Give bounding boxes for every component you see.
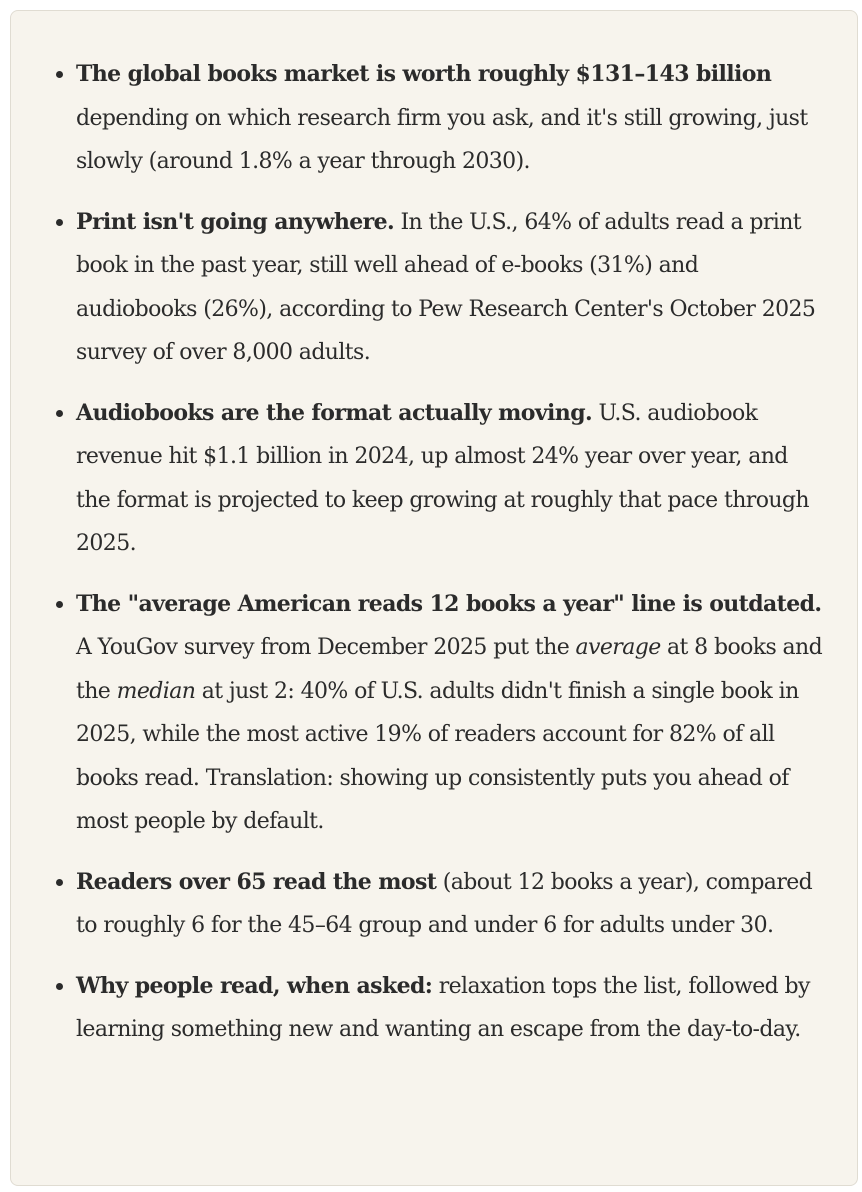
list-item (76, 965, 823, 1052)
item-text: at just 2: 40% of U.S. adults didn't finish a single book in 2025, while the most active 19% of readers account for 82% of all books read. Translation: showing up consistently puts you ahead of most people by default. (76, 678, 799, 834)
item-lead: Readers over 65 read the most (76, 868, 437, 895)
bullet-dot-icon (56, 983, 63, 990)
bullet-dot-icon (56, 879, 63, 886)
item-lead: Why people read, when asked: (76, 972, 433, 999)
list-item (76, 861, 823, 948)
bullet-dot-icon (56, 71, 63, 78)
content-card (10, 10, 858, 1186)
item-text: In the U.S., 64% of adults read a print book in the past year, still well ahead of e-books (31%) and audiobooks (26%), according to Pew Research Center's October 2025 survey of over 8,000 adults. (76, 209, 816, 365)
item-lead: The global books market is worth roughly $131–143 billion (76, 61, 772, 87)
item-text: (about 12 books a year), compared to roughly 6 for the 45–64 group and under 6 for adults under 30. (76, 869, 813, 938)
bullet-dot-icon (56, 219, 63, 226)
item-text: U.S. audiobook revenue hit $1.1 billion in 2024, up almost 24% year over year, and the format is projected to keep growing at roughly that pace through 2025. (76, 400, 809, 556)
bullet-dot-icon (56, 601, 63, 608)
item-text: at 8 books and the (76, 635, 823, 704)
item-emphasis: average (575, 635, 661, 660)
item-lead: The "average American reads 12 books a year" line is outdated. (76, 590, 822, 617)
list-item (76, 53, 823, 184)
item-emphasis: median (116, 678, 196, 704)
bullet-list (11, 11, 857, 1052)
list-item (76, 583, 823, 844)
item-text: A YouGov survey from December 2025 put the (76, 635, 576, 660)
list-item (76, 201, 823, 375)
list-item (76, 392, 823, 566)
bullet-dot-icon (56, 410, 63, 417)
item-text: relaxation tops the list, followed by learning something new and wanting an escape from the day-to-day. (76, 973, 810, 1042)
item-lead: Print isn't going anywhere. (76, 208, 395, 235)
item-text: depending on which research firm you ask, and it's still growing, just slowly (around 1.8% a year through 2030). (76, 105, 808, 174)
item-lead: Audiobooks are the format actually moving. (76, 399, 593, 426)
